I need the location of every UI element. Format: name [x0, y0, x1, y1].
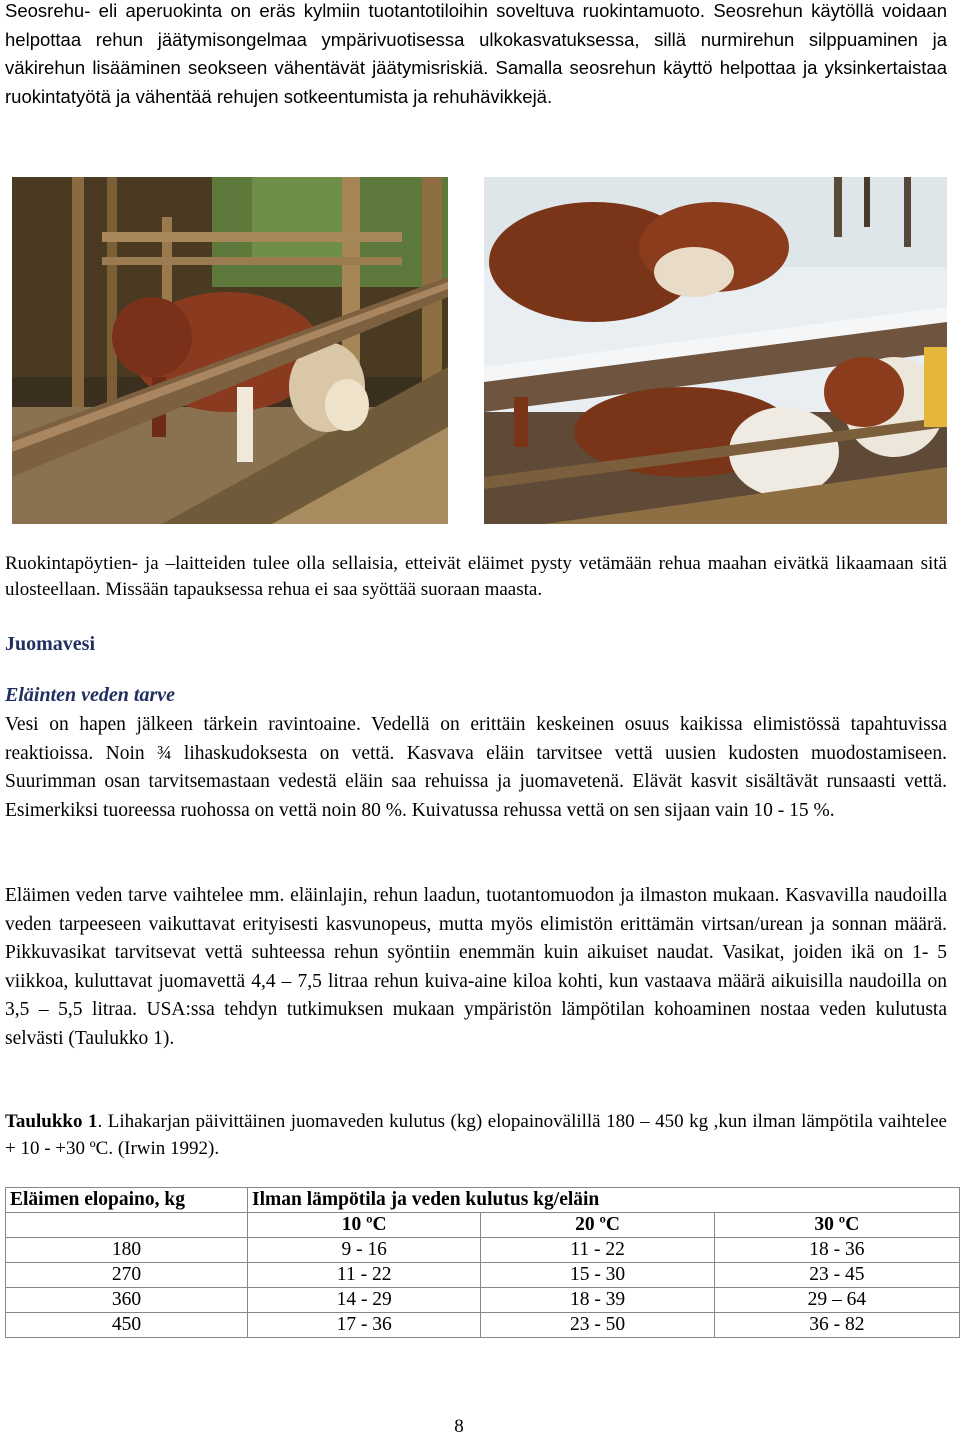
- temp-empty-cell: [6, 1213, 248, 1238]
- section-heading: Juomavesi: [5, 633, 95, 655]
- body-paragraph-2: Eläimen veden tarve vaihtelee mm. eläinlajin, rehun laadun, tuotantomuodon ja ilmaston mukaan. Kasvavilla naudoilla veden tarpeeseen vaikuttavat erityisesti kasvunopeus, mutta myös elimistön erittämän virtsan/urean ja sonnan määrä. Pikkuvasikat tarvitsevat vettä suhteessa rehun syöntiin enemmän kuin aikuiset naudat. Vasikat, joiden ikä on 1- 5 viikkoa, kuluttavat juomavettä 4,4 – 7,5 litraa rehun kuiva-aine kiloa kohti, kun vastaava määrä aikuisilla naudoilla on 3,5 – 5,5 litraa. USA:ssa tehdyn tutkimuksen mukaan ympäristön lämpötilan kohoaminen nostaa veden kulutusta selvästi (Taulukko 1).: [5, 885, 947, 1049]
- value-cell: 29 – 64: [714, 1288, 959, 1313]
- page-number: 8: [454, 1416, 464, 1437]
- table-row: [6, 1288, 960, 1313]
- photo-cow-at-feeding-rail: [12, 177, 448, 524]
- header-liveweight: Eläimen elopaino, kg: [6, 1188, 248, 1213]
- weight-cell: 270: [6, 1263, 248, 1288]
- value-cell: 23 - 45: [714, 1263, 959, 1288]
- temp-10: 10 ºC: [248, 1213, 481, 1238]
- photo-caption: Ruokintapöytien- ja –laitteiden tulee olla sellaisia, etteivät eläimet pysty vetämään rehua maahan eivätkä likaamaan sitä ulosteellaan. Missään tapauksessa rehua ei saa syöttää suoraan maasta.: [5, 553, 947, 600]
- value-cell: 36 - 82: [714, 1313, 959, 1338]
- header-temperature: Ilman lämpötila ja veden kulutus kg/eläin: [248, 1188, 960, 1213]
- temp-30: 30 ºC: [714, 1213, 959, 1238]
- body-paragraph-1: Vesi on hapen jälkeen tärkein ravintoaine. Vedellä on erittäin keskeinen osuus kaikissa elimistössä tapahtuvissa reaktioissa. Noin ¾ lihaskudoksesta on vettä. Kasvava eläin tarvitsee vettä uusien kudosten muodostamiseen. Suurimman osan tarvitsemastaan vedestä eläin saa rehuissa ja juomavetenä. Elävät kasvit sisältävät runsaasti vettä. Esimerkiksi tuoreessa ruohossa on vettä noin 80 %. Kuivatussa rehussa vettä on sen sijaan vain 10 - 15 %.: [5, 714, 947, 821]
- table-caption: [5, 1108, 947, 1162]
- intro-paragraph: Seosrehu- eli aperuokinta on eräs kylmiin tuotantotiloihin soveltuva ruokintamuoto. Seosrehun käytöllä voidaan helpottaa rehun jäätymisongelmaa ympärivuotisessa ulkokasvatuksessa, sillä nurmirehun silppuaminen ja väkirehun lisääminen seokseen vähentävät jäätymisriskiä. Samalla seosrehun käyttö helpottaa ja yksinkertaistaa ruokintatyötä ja vähentää rehujen sotkeentumista ja rehuhävikkejä.: [5, 0, 947, 107]
- table-temp-row: [6, 1213, 960, 1238]
- weight-cell: 360: [6, 1288, 248, 1313]
- table-row: [6, 1238, 960, 1263]
- value-cell: 23 - 50: [481, 1313, 714, 1338]
- table-caption-text: . Lihakarjan päivittäinen juomaveden kulutus (kg) elopainovälillä 180 – 450 kg ,kun ilman lämpötila vaihtelee + 10 - +30 ºC. (Irwin 1992).: [5, 1111, 947, 1159]
- subsection-heading: Eläinten veden tarve: [5, 684, 175, 706]
- value-cell: 17 - 36: [248, 1313, 481, 1338]
- value-cell: 11 - 22: [481, 1238, 714, 1263]
- table-header-row: [6, 1188, 960, 1213]
- weight-cell: 180: [6, 1238, 248, 1263]
- value-cell: 18 - 39: [481, 1288, 714, 1313]
- value-cell: 18 - 36: [714, 1238, 959, 1263]
- weight-cell: 450: [6, 1313, 248, 1338]
- value-cell: 14 - 29: [248, 1288, 481, 1313]
- value-cell: 11 - 22: [248, 1263, 481, 1288]
- temp-20: 20 ºC: [481, 1213, 714, 1238]
- value-cell: 15 - 30: [481, 1263, 714, 1288]
- photo-cattle-in-snow: [484, 177, 947, 524]
- value-cell: 9 - 16: [248, 1238, 481, 1263]
- table-caption-label: Taulukko 1: [5, 1111, 98, 1132]
- table-row: [6, 1313, 960, 1338]
- table-row: [6, 1263, 960, 1288]
- water-consumption-table: [5, 1187, 960, 1338]
